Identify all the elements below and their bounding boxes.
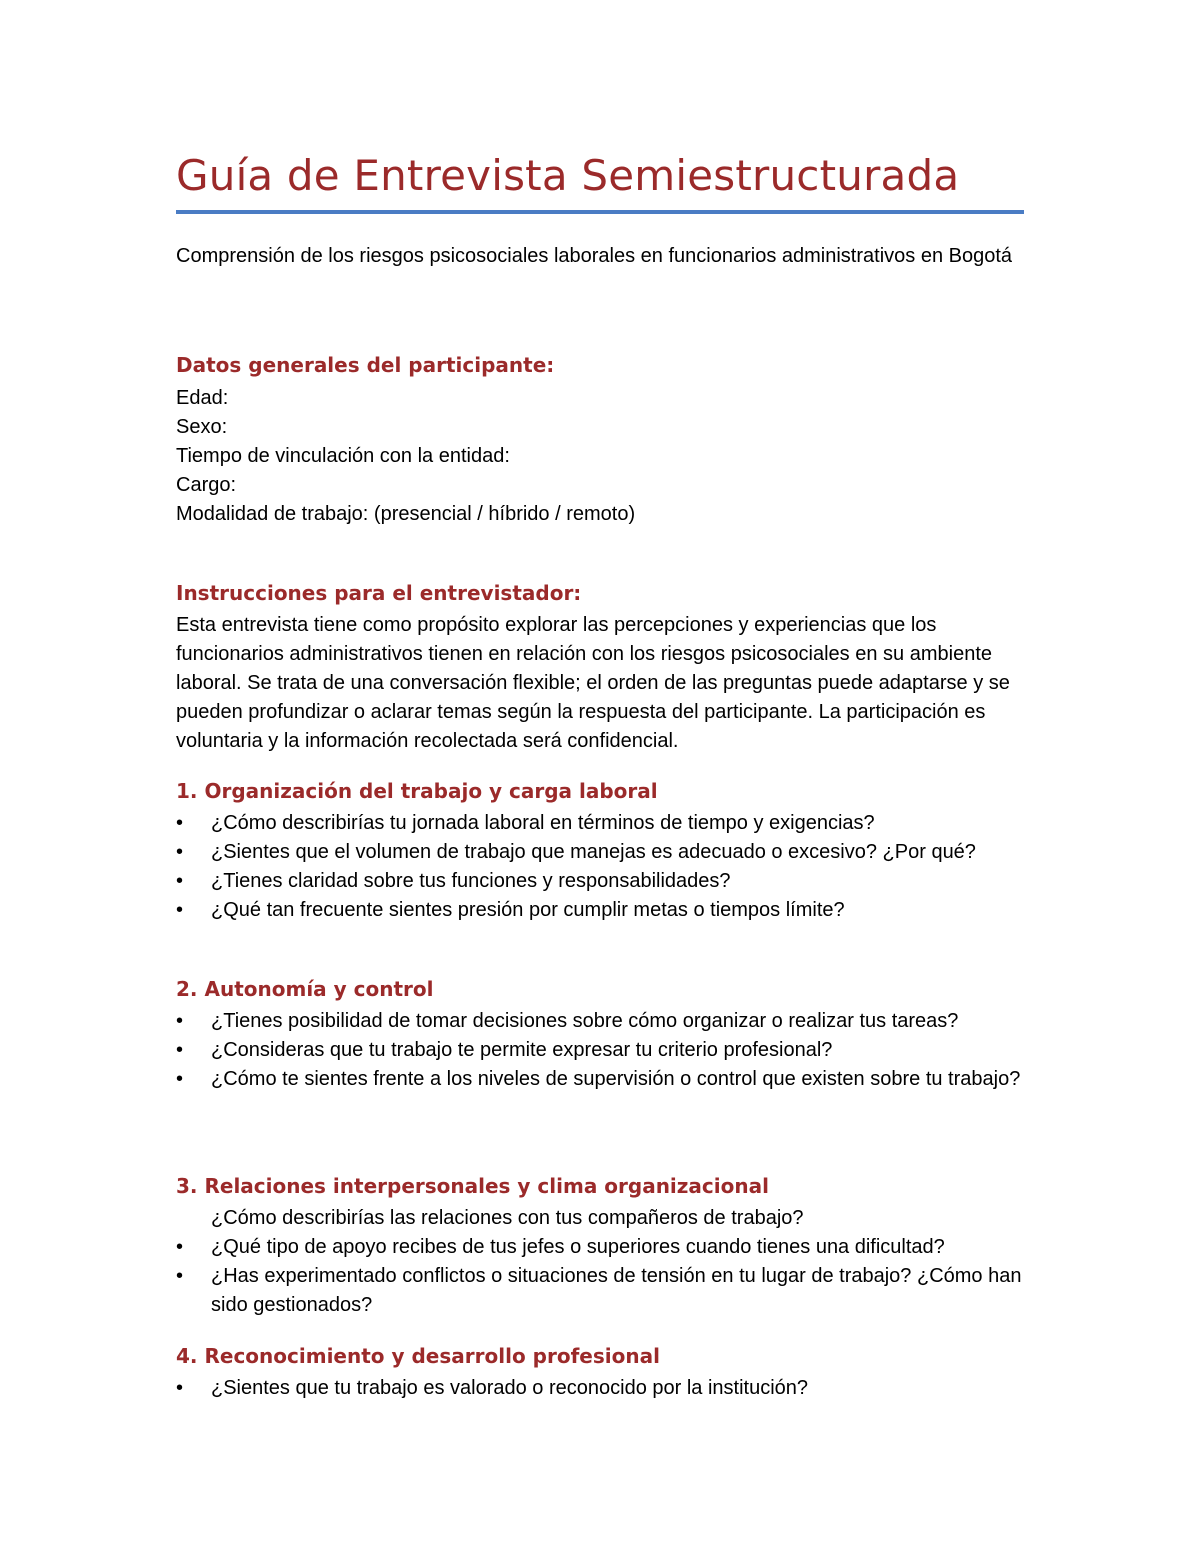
section-1-questions: [176, 809, 1026, 925]
bullet-icon: •: [176, 1068, 184, 1090]
document-title: Guía de Entrevista Semiestructurada: [176, 151, 960, 200]
question-text: ¿Cómo describirías tu jornada laboral en términos de tiempo y exigencias?: [211, 812, 875, 834]
question-text: ¿Sientes que el volumen de trabajo que manejas es adecuado o excesivo? ¿Por qué?: [211, 841, 976, 863]
section-4-questions: [176, 1374, 1026, 1403]
instructions-paragraph: Esta entrevista tiene como propósito explorar las percepciones y experiencias que los funcionarios administrativos tienen en relación con los riesgos psicosociales en su ambiente laboral. Se trata de una conversación flexible; el orden de las preguntas puede adaptarse y se pueden profundizar o aclarar temas según la respuesta del participante. La participación es voluntaria y la información recolectada será confidencial.: [176, 614, 1010, 752]
section-4-heading: 4. Reconocimiento y desarrollo profesional: [176, 1344, 660, 1368]
field-position: Cargo:: [176, 474, 237, 496]
list-item: [176, 1262, 1026, 1320]
question-text: ¿Qué tipo de apoyo recibes de tus jefes o superiores cuando tienes una dificultad?: [211, 1236, 945, 1258]
field-age: Edad:: [176, 387, 229, 409]
instructions-heading: Instrucciones para el entrevistador:: [176, 581, 582, 605]
document-subtitle: Comprensión de los riesgos psicosociales laborales en funcionarios administrativos en Bogotá: [176, 245, 1013, 267]
question-text: ¿Qué tan frecuente sientes presión por cumplir metas o tiempos límite?: [211, 899, 845, 921]
question-text: ¿Cómo te sientes frente a los niveles de supervisión o control que existen sobre tu trabajo?: [211, 1068, 1021, 1090]
participant-fields-list: [176, 384, 635, 529]
question-text: ¿Sientes que tu trabajo es valorado o reconocido por la institución?: [211, 1377, 809, 1399]
section-2-heading: 2. Autonomía y control: [176, 977, 434, 1001]
bullet-icon: •: [176, 1265, 184, 1287]
section-1-heading: 1. Organización del trabajo y carga laboral: [176, 779, 658, 803]
bullet-icon: •: [176, 899, 184, 921]
list-item: [176, 1065, 1026, 1094]
bullet-icon: •: [176, 1039, 184, 1061]
section-2-questions: [176, 1007, 1026, 1094]
bullet-icon: •: [176, 812, 184, 834]
list-item: [176, 1374, 1026, 1403]
list-item: [176, 1233, 1026, 1262]
bullet-icon: •: [176, 1236, 184, 1258]
list-item: [176, 1007, 1026, 1036]
list-item: [176, 838, 1026, 867]
list-item: [176, 867, 1026, 896]
question-text: ¿Has experimentado conflictos o situaciones de tensión en tu lugar de trabajo? ¿Cómo han sido gestionados?: [211, 1265, 1022, 1316]
list-item: [176, 896, 1026, 925]
title-underline-rule: [176, 210, 1024, 214]
bullet-icon: •: [176, 1377, 184, 1399]
list-item: [176, 809, 1026, 838]
bullet-icon: •: [176, 870, 184, 892]
field-work-mode: Modalidad de trabajo: (presencial / híbrido / remoto): [176, 503, 636, 525]
bullet-icon: •: [176, 1010, 184, 1032]
list-item: [176, 1036, 1026, 1065]
section-3-questions: [176, 1204, 1026, 1320]
question-text: ¿Cómo describirías las relaciones con tus compañeros de trabajo?: [211, 1207, 804, 1229]
field-tenure: Tiempo de vinculación con la entidad:: [176, 445, 510, 467]
bullet-icon: •: [176, 841, 184, 863]
list-item: [176, 1204, 1026, 1233]
field-sex: Sexo:: [176, 416, 228, 438]
question-text: ¿Consideras que tu trabajo te permite expresar tu criterio profesional?: [211, 1039, 833, 1061]
section-3-heading: 3. Relaciones interpersonales y clima organizacional: [176, 1174, 769, 1198]
question-text: ¿Tienes claridad sobre tus funciones y responsabilidades?: [211, 870, 731, 892]
question-text: ¿Tienes posibilidad de tomar decisiones sobre cómo organizar o realizar tus tareas?: [211, 1010, 959, 1032]
participant-data-heading: Datos generales del participante:: [176, 353, 555, 377]
